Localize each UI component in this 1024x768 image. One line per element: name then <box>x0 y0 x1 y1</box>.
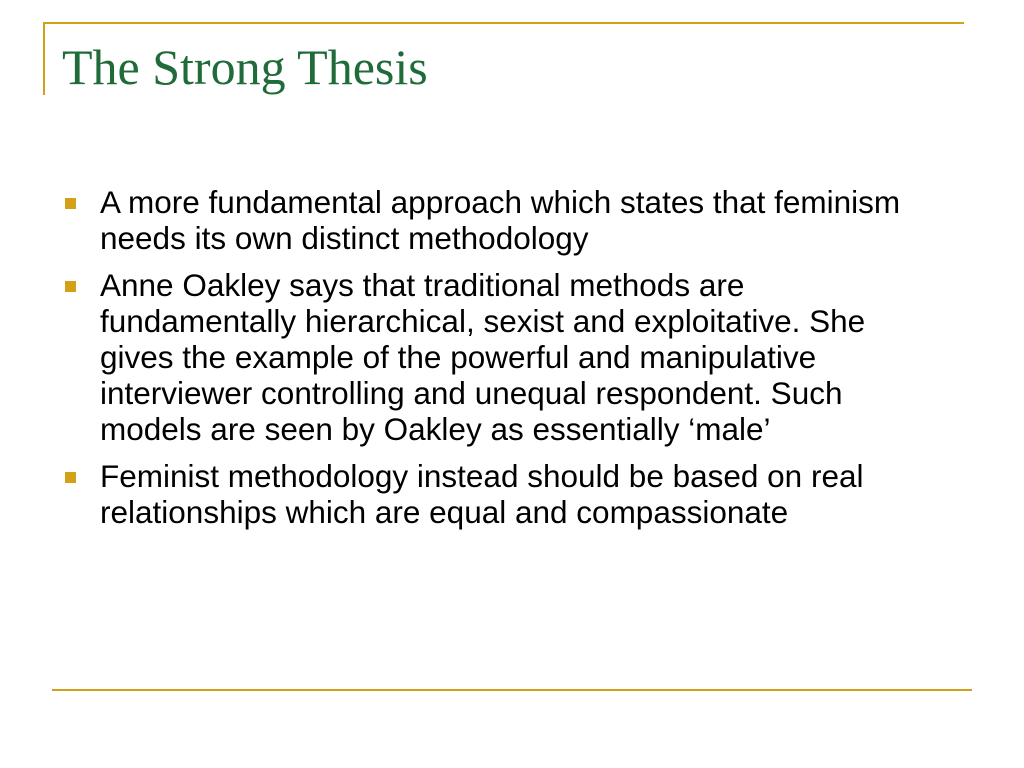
bullet-text: A more fundamental approach which states that feminism needs its own distinct methodology <box>100 184 901 256</box>
title-frame-top-line <box>43 22 964 24</box>
bullet-text: Feminist methodology instead should be based on real relationships which are equal and compassionate <box>100 458 864 530</box>
slide-title: The Strong Thesis <box>62 39 428 95</box>
bullet-item <box>62 267 942 447</box>
square-bullet-icon <box>65 281 76 292</box>
bullet-item <box>62 184 942 256</box>
square-bullet-icon <box>65 472 76 483</box>
bottom-divider-line <box>52 689 972 691</box>
bullet-text: Anne Oakley says that traditional methods are fundamentally hierarchical, sexist and exploitative. She gives the example of the powerful and manipulative interviewer controlling and unequal respondent. Such models are seen by Oakley as essentially ‘male’ <box>100 267 866 447</box>
title-frame-vertical-line <box>43 22 45 95</box>
bullet-list <box>62 184 942 541</box>
square-bullet-icon <box>65 198 76 209</box>
bullet-item <box>62 458 942 530</box>
